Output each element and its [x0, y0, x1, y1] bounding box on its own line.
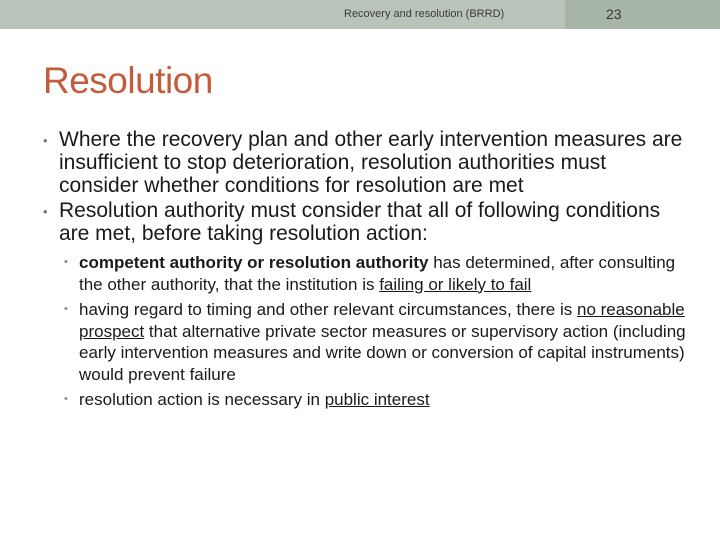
sub-bullet-underlined-text: no reasonable prospect: [79, 300, 685, 341]
bullet-text: Resolution authority must consider that all of following conditions are met, before taking resolution action:: [59, 199, 661, 245]
page-number: 23: [606, 6, 622, 22]
header-title: Recovery and resolution (BRRD): [344, 8, 505, 20]
sub-bullet-item: [62, 299, 690, 385]
sub-bullet-underlined-text: failing or likely to fail: [379, 274, 532, 294]
bullet-item: [40, 128, 690, 197]
slide-content: [40, 128, 690, 415]
sub-bullet-text: resolution action is necessary in: [79, 390, 325, 409]
sub-bullet-list: [62, 252, 690, 411]
sub-bullet-text: has determined, after consulting the other authority, that the institution is: [79, 253, 676, 294]
sub-bullet-dot-icon: •: [64, 393, 68, 405]
bullet-dot-icon: •: [43, 204, 48, 219]
sub-bullet-text: having regard to timing and other relevant circumstances, there is: [79, 300, 577, 319]
sub-bullet-underlined-text: public interest: [324, 390, 430, 409]
sub-bullet-dot-icon: •: [64, 303, 68, 315]
slide-title: Resolution: [43, 60, 213, 101]
bullet-dot-icon: •: [43, 133, 48, 148]
sub-bullet-dot-icon: •: [64, 256, 68, 268]
sub-bullet-bold-text: competent authority or resolution authority: [79, 253, 429, 272]
bullet-item: [40, 199, 690, 245]
sub-bullet-item: [62, 389, 690, 411]
sub-bullet-text-end: that alternative private sector measures or supervisory action (including early intervention measures and write down or conversion of capital instruments) would prevent failure: [79, 321, 686, 384]
sub-bullet-item: [62, 252, 690, 295]
bullet-text: Where the recovery plan and other early intervention measures are insufficient to stop deterioration, resolution authorities must consider whether conditions for resolution are met: [59, 128, 683, 197]
